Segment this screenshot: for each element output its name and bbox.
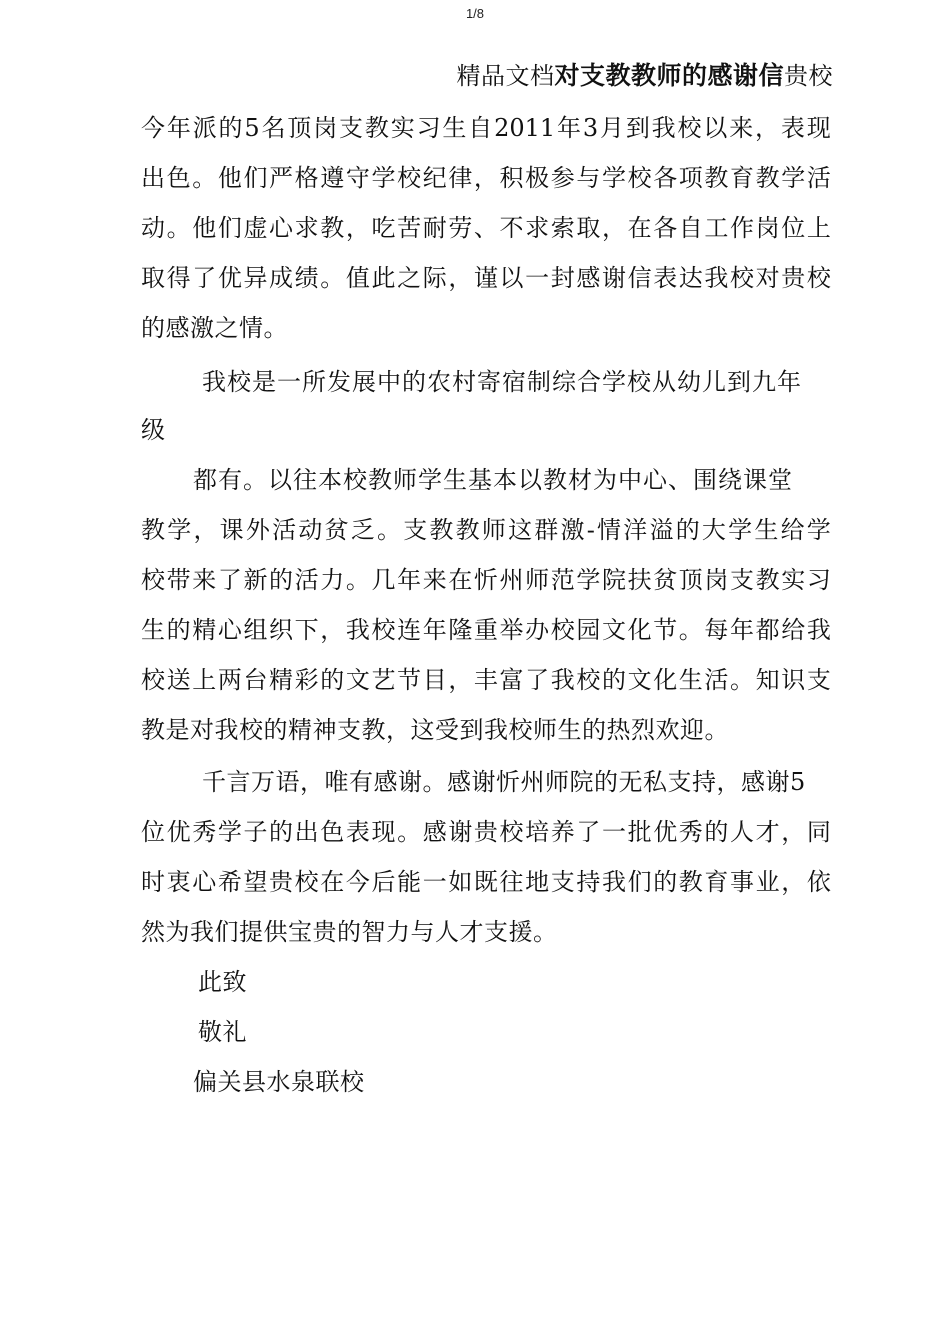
para3-line-2: 位 优 秀 学 子 的 出 色 表 现 。 感 谢 贵 校 培 养 了 一 批 优 秀 的 人 才 ， 同 bbox=[141, 818, 831, 846]
title-suffix: 贵校 bbox=[784, 62, 833, 90]
body-line-3: 动 。 他 们 虚 心 求 教 ， 吃 苦 耐 劳 、 不 求 索 取 ， 在 各 自 工 作 岗 位 上 bbox=[141, 214, 831, 242]
body-line-1: 今 年 派 的 5 名 顶 岗 支 教 实 习 生 自 2011 年 3 月 到 我 校 以 来 ， 表 现 bbox=[141, 114, 831, 142]
letter-title: 对支教教师的感谢信 bbox=[554, 61, 784, 90]
header-prefix: 精品文档 bbox=[456, 62, 555, 90]
para3-line-3: 时 衷 心 希 望 贵 校 在 今 后 能 一 如 既 往 地 支 持 我 们 的 教 育 事 业 ， 依 bbox=[141, 868, 831, 896]
para2-line-2: 级 bbox=[141, 416, 166, 444]
page-number: 1/8 bbox=[465, 6, 485, 21]
para2-line-5: 校 带 来 了 新 的 活 力 。 几 年 来 在 忻 州 师 范 学 院 扶 贫 顶 岗 支 教 实 习 bbox=[141, 566, 831, 594]
closing-jingli: 敬礼 bbox=[198, 1018, 247, 1046]
signature-school: 偏关县水泉联校 bbox=[193, 1068, 365, 1096]
closing-cizhi: 此致 bbox=[198, 968, 247, 996]
title-line bbox=[456, 62, 833, 90]
para3-line-1: 千言万语，唯有感谢。感谢忻州师院的无私支持，感谢5 bbox=[202, 768, 806, 796]
body-line-5: 的感激之情。 bbox=[141, 314, 288, 342]
body-line-2: 出 色 。 他 们 严 格 遵 守 学 校 纪 律 ， 积 极 参 与 学 校 各 项 教 育 教 学 活 bbox=[141, 164, 831, 192]
para2-line-6: 生 的 精 心 组 织 下 ， 我 校 连 年 隆 重 举 办 校 园 文 化 节 。 每 年 都 给 我 bbox=[141, 616, 831, 644]
para2-line-8: 教是对我校的精神支教，这受到我校师生的热烈欢迎。 bbox=[141, 716, 729, 744]
para2-line-1: 我校是一所发展中的农村寄宿制综合学校从幼儿到九年 bbox=[202, 368, 802, 396]
para2-line-7: 校 送 上 两 台 精 彩 的 文 艺 节 目 ， 丰 富 了 我 校 的 文 化 生 活 。 知 识 支 bbox=[141, 666, 831, 694]
para2-line-4: 教 学 ， 课 外 活 动 贫 乏 。 支 教 教 师 这 群 激 - 情 洋 溢 的 大 学 生 给 学 bbox=[141, 516, 831, 544]
body-line-4: 取 得 了 优 异 成 绩 。 值 此 之 际 ， 谨 以 一 封 感 谢 信 表 达 我 校 对 贵 校 bbox=[141, 264, 831, 292]
para3-line-4: 然为我们提供宝贵的智力与人才支援。 bbox=[141, 918, 558, 946]
para2-line-3: 都有。以往本校教师学生基本以教材为中心、围绕课堂 bbox=[193, 466, 793, 494]
